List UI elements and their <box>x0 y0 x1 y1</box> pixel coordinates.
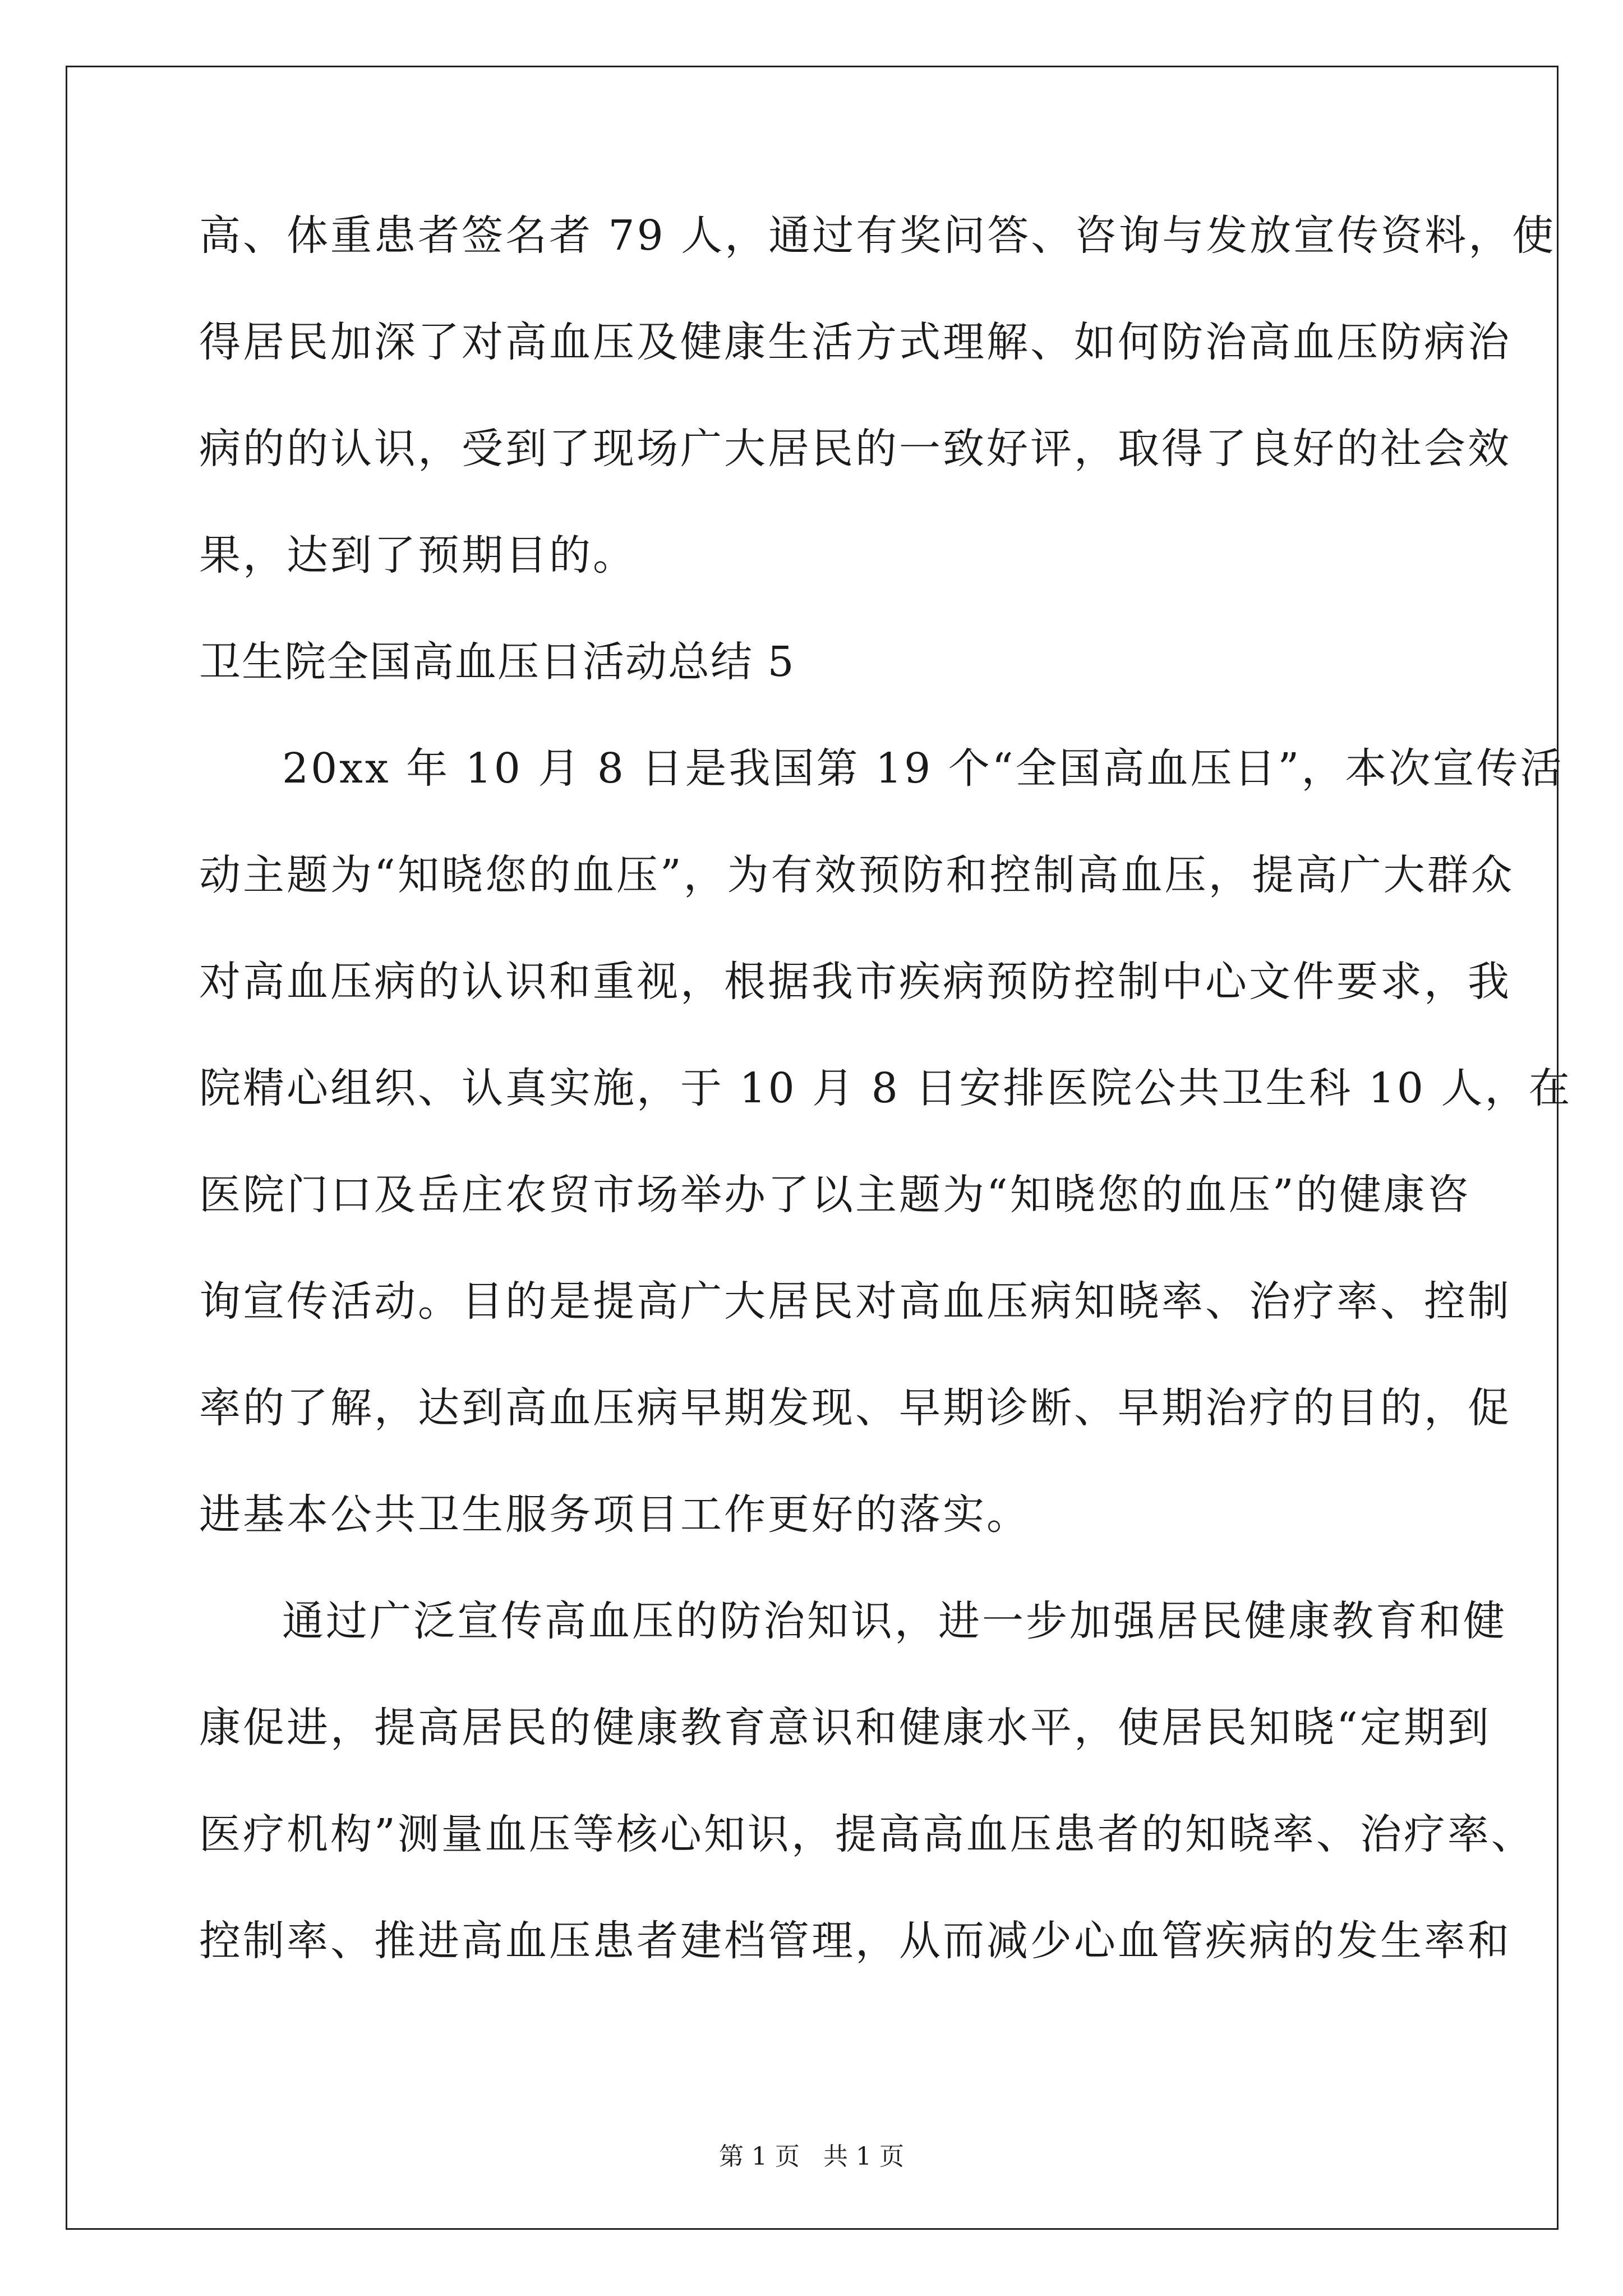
text-line: 医院门口及岳庄农贸市场举办了以主题为“知晓您的血压”的健康咨 <box>199 1171 1471 1219</box>
document-body <box>199 208 1573 2019</box>
text-line: 率的了解，达到高血压病早期发现、早期诊断、早期治疗的目的，促 <box>199 1384 1511 1432</box>
text-line: 病的的认识，受到了现场广大居民的一致好评，取得了良好的社会效 <box>199 425 1511 473</box>
text-line: 对高血压病的认识和重视，根据我市疾病预防控制中心文件要求，我 <box>199 958 1511 1006</box>
text-line: 控制率、推进高血压患者建档管理，从而减少心血管疾病的发生率和 <box>199 1917 1511 1965</box>
text-line: 进基本公共卫生服务项目工作更好的落实。 <box>199 1490 1030 1539</box>
page-footer: 第 1 页 共 1 页 <box>719 2142 904 2171</box>
text-line: 通过广泛宣传高血压的防治知识，进一步加强居民健康教育和健 <box>282 1597 1507 1645</box>
text-line: 20xx 年 10 月 8 日是我国第 19 个“全国高血压日”，本次宣传活 <box>282 744 1564 793</box>
text-line: 动主题为“知晓您的血压”，为有效预防和控制高血压，提高广大群众 <box>199 851 1515 899</box>
text-line: 康促进，提高居民的健康教育意识和健康水平，使居民知晓“定期到 <box>199 1704 1491 1752</box>
text-line: 院精心组织、认真实施，于 10 月 8 日安排医院公共卫生科 10 人，在 <box>199 1064 1573 1112</box>
section-heading: 卫生院全国高血压日活动总结 5 <box>199 638 795 686</box>
text-line: 果，达到了预期目的。 <box>199 531 637 579</box>
text-line: 询宣传活动。目的是提高广大居民对高血压病知晓率、治疗率、控制 <box>199 1277 1511 1326</box>
text-line: 高、体重患者签名者 79 人，通过有奖问答、咨询与发放宣传资料，使 <box>199 211 1556 260</box>
text-line: 得居民加深了对高血压及健康生活方式理解、如何防治高血压防病治 <box>199 318 1511 366</box>
text-line: 医疗机构”测量血压等核心知识，提高高血压患者的知晓率、治疗率、 <box>199 1810 1535 1858</box>
